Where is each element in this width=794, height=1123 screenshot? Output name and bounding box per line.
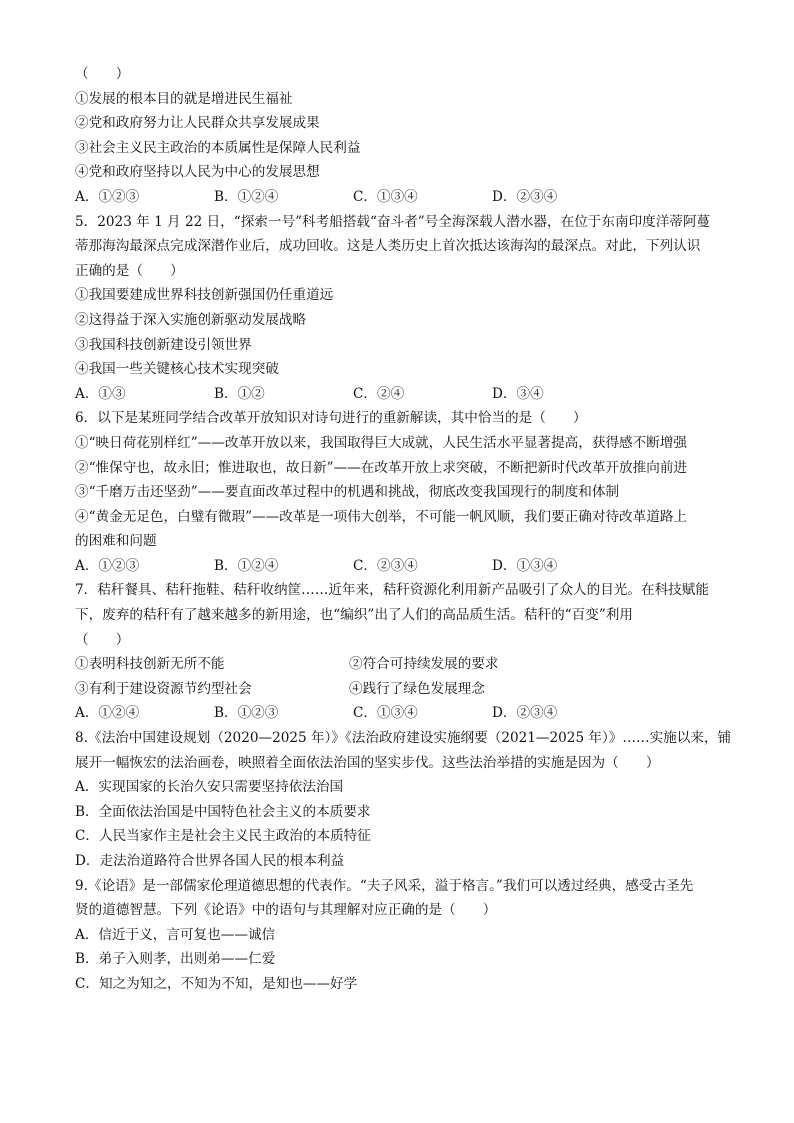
- q4-item-1: ①发展的根本目的就是增进民生福祉: [75, 90, 293, 107]
- q7-stem-line-3: （ ）: [75, 631, 130, 648]
- q4-option-b: B．①②④: [214, 188, 279, 205]
- q7-item-4: ④践行了绿色发展理念: [349, 680, 485, 697]
- q5-item-4: ④我国一些关键核心技术实现突破: [75, 361, 279, 378]
- q8-stem-line-1: 8.《法治中国建设规划（2020—2025 年）》《法治政府建设实施纲要（2021—2025 年）》……实施以来，铺: [75, 730, 732, 747]
- q5-stem-line-3: 正确的是（ ）: [75, 262, 184, 279]
- q5-stem-line-2: 蒂那海沟最深点完成深潜作业后，成功回收。这是人类历史上首次抵达该海沟的最深点。对此，下列认识: [75, 238, 701, 255]
- q9-stem-line-2: 贤的道德智慧。下列《论语》中的语句与其理解对应正确的是（ ）: [75, 902, 497, 919]
- q5-stem-line-1: 5．2023 年 1 月 22 日，“探索一号”科考船搭载“奋斗者”号全海深载人潜水器，在位于东南印度洋蒂阿蔓: [75, 213, 711, 230]
- q6-option-a: A．①②③: [75, 557, 140, 574]
- q5-item-3: ③我国科技创新建设引领世界: [75, 336, 252, 353]
- q8-option-c: C．人民当家作主是社会主义民主政治的本质特征: [75, 828, 371, 845]
- q4-option-c: C．①③④: [353, 188, 418, 205]
- q7-items-row-2: [75, 677, 725, 702]
- q7-options: [75, 701, 725, 726]
- q6-item-1: ①“映日荷花别样红”——改革开放以来，我国取得巨大成就，人民生活水平显著提高，获得感不断增强: [75, 434, 688, 451]
- q7-items-row-1: [75, 652, 725, 677]
- q8-option-d: D．走法治道路符合世界各国人民的根本利益: [75, 853, 345, 869]
- q8-stem-line-2: 展开一幅恢宏的法治画卷，映照着全面依法治国的坚实步伐。这些法治举措的实施是因为（ ）: [75, 754, 660, 771]
- q6-option-b: B．①②④: [214, 557, 279, 574]
- q4-options: [75, 185, 725, 210]
- q6-option-d: D．①③④: [492, 557, 558, 574]
- q5-item-1: ①我国要建成世界科技创新强国仍任重道远: [75, 287, 334, 304]
- q4-option-a: A．①②③: [75, 188, 140, 205]
- q6-stem-line-1: 6．以下是某班同学结合改革开放知识对诗句进行的重新解读，其中恰当的是（ ）: [75, 410, 587, 427]
- q7-option-b: B．①②③: [214, 705, 279, 722]
- q7-item-2: ②符合可持续发展的要求: [349, 656, 499, 673]
- q9-option-c: C．知之为知之，不知为不知，是知也——好学: [75, 975, 358, 992]
- q6-item-3: ③“千磨万击还坚劲”——要直面改革过程中的机遇和挑战，彻底改变我国现行的制度和体制: [75, 484, 620, 501]
- q5-option-c: C．②④: [353, 385, 405, 402]
- q4-item-4: ④党和政府坚持以人民为中心的发展思想: [75, 164, 320, 181]
- q6-options: [75, 554, 725, 579]
- q5-options: [75, 382, 725, 407]
- q6-item-2: ②“惟保守也，故永旧；惟进取也，故日新”——在改革开放上求突破，不断把新时代改革开放推向前进: [75, 459, 688, 476]
- q5-option-b: B．①②: [214, 385, 265, 402]
- q7-stem-line-2: 下，废弃的秸秆有了越来越多的新用途，也“编织”出了人们的高品质生活。秸秆的“百变”利用: [75, 607, 633, 624]
- q9-option-a: A．信近于义，言可复也——诚信: [75, 926, 276, 943]
- q6-option-c: C．②③④: [353, 557, 418, 574]
- q9-stem-line-1: 9.《论语》是一部儒家伦理道德思想的代表作。“夫子风采，溢于格言。”我们可以透过经典，感受古圣先: [75, 877, 694, 894]
- q7-option-a: A．①②④: [75, 705, 140, 722]
- q8-option-b: B．全面依法治国是中国特色社会主义的本质要求: [75, 803, 371, 820]
- q7-item-3: ③有利于建设资源节约型社会: [75, 680, 252, 697]
- q4-item-2: ②党和政府努力让人民群众共享发展成果: [75, 115, 320, 132]
- q5-option-d: D．③④: [492, 385, 544, 402]
- q7-item-1: ①表明科技创新无所不能: [75, 656, 225, 673]
- q7-stem-line-1: 7．秸秆餐具、秸秆拖鞋、秸秆收纳筐……近年来，秸秆资源化利用新产品吸引了众人的目光。在科技赋能: [75, 582, 709, 599]
- q7-option-c: C．①③④: [353, 705, 418, 722]
- q7-option-d: D．②③④: [492, 705, 558, 722]
- q6-item-4-cont: 的困难和问题: [75, 533, 157, 550]
- q4-item-3: ③社会主义民主政治的本质属性是保障人民利益: [75, 139, 361, 156]
- q4-option-d: D．②③④: [492, 188, 558, 205]
- q6-item-4: ④“黄金无足色，白璧有微瑕”——改革是一项伟大创举，不可能一帆风顺，我们要正确对待改革道路上: [75, 508, 688, 525]
- q5-option-a: A．①③: [75, 385, 126, 402]
- q4-stem-tail: （ ）: [75, 66, 130, 82]
- q9-option-b: B．弟子入则孝，出则弟——仁爱: [75, 951, 276, 968]
- exam-page: [75, 62, 732, 997]
- q8-option-a: A．实现国家的长治久安只需要坚持依法治国: [75, 779, 344, 796]
- q5-item-2: ②这得益于深入实施创新驱动发展战略: [75, 311, 307, 328]
